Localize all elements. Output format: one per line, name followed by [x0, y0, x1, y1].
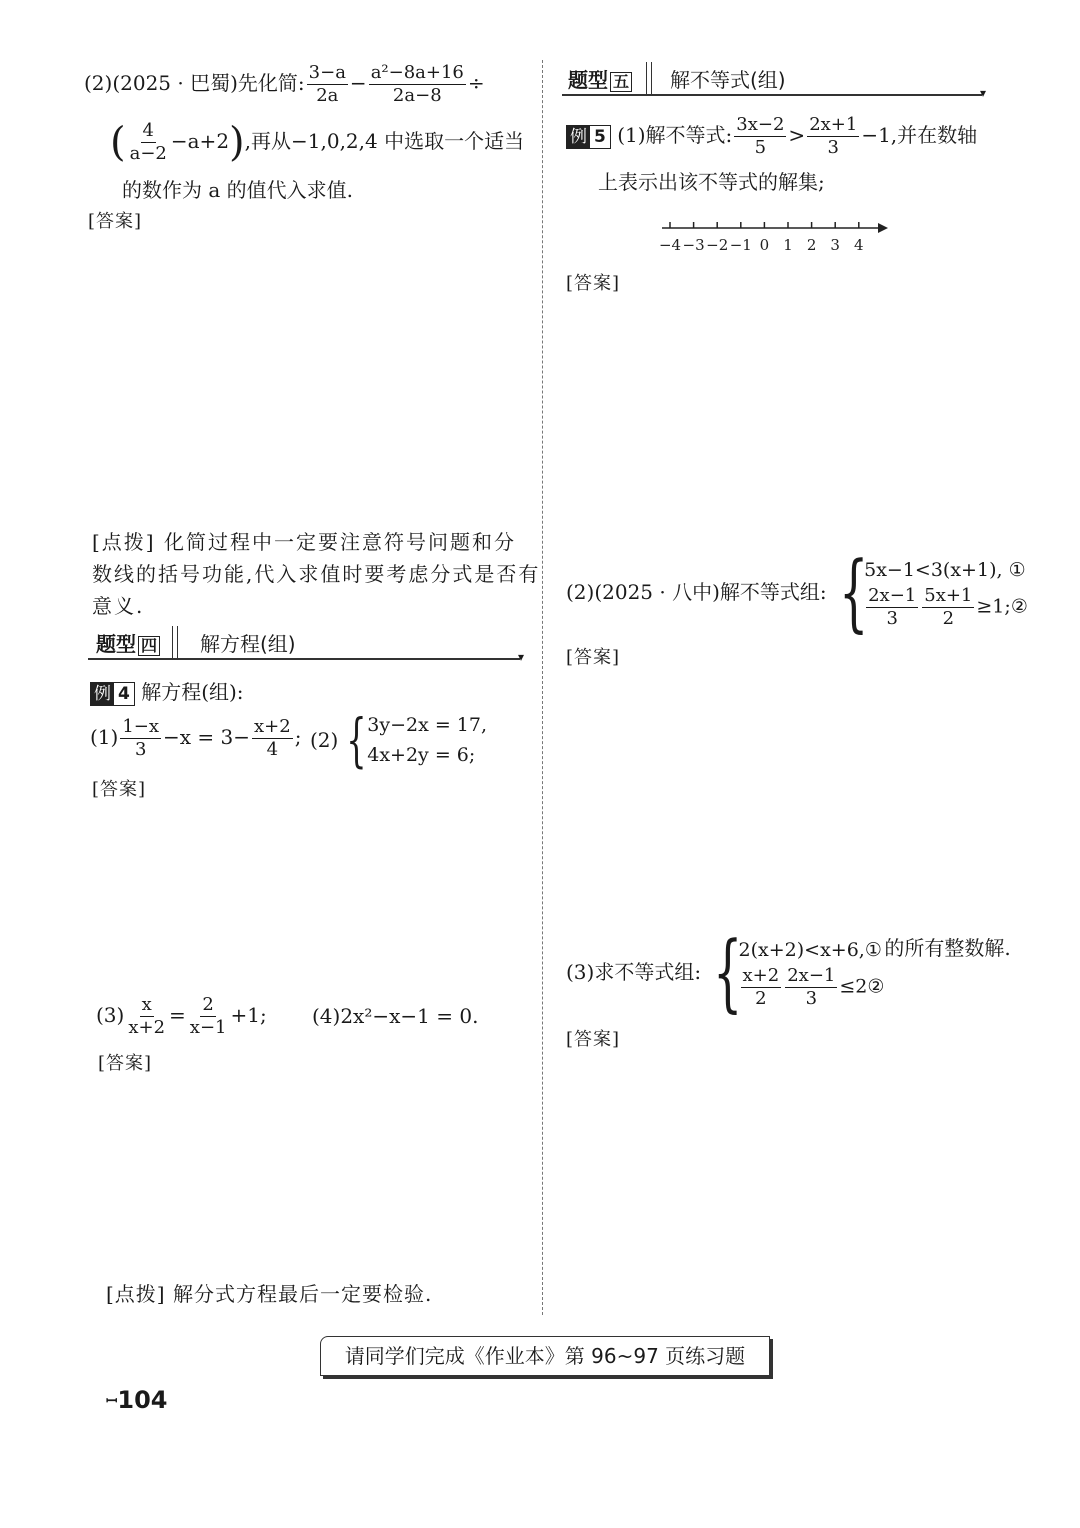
fraction: $\frac{2x-1}{3}$: [787, 964, 836, 1009]
example-tag: 例 4: [90, 682, 135, 706]
ex5-q3: (3)求不等式组: { 2(x+2)<x+6,① $\frac{x+2}{2}$ $\frac{2x-1}{3}$ ≤2② 的所有整数解.: [566, 923, 1011, 1021]
tip-line: [点拨] 化简过程中一定要注意符号问题和分: [92, 530, 516, 554]
number-line-label: −2: [706, 236, 729, 254]
fraction: $\frac{2}{x-1}$: [189, 994, 227, 1038]
eq-2: (2) { 3y−2x = 17, 4x+2y = 6;: [310, 706, 488, 774]
left-q2-line2: ( $\frac{4}{a-2}$ −a+2),再从−1,0,2,4 中选取一个适当: [110, 119, 525, 166]
column-divider: [542, 60, 543, 1315]
fraction: $\frac{x+2}{4}$: [254, 716, 291, 760]
number-line-label: 0: [759, 236, 770, 254]
answer-label: [答案]: [92, 779, 147, 800]
eq-4: (4)2x²−x−1 = 0.: [312, 1004, 479, 1028]
brace-icon: {: [346, 706, 367, 774]
number-line-label: 1: [783, 236, 793, 254]
number-line: [656, 214, 896, 258]
ex5-q2: (2)(2025 · 八中)解不等式组: { 5x−1<3(x+1), ① $\frac{2x-1}{3}$ $\frac{5x+1}{2}$ ≥1;②: [566, 543, 1028, 641]
brace-icon: {: [838, 543, 869, 641]
fraction: $\frac{x}{x+2}$: [128, 994, 166, 1038]
number-line-ticks: [670, 222, 859, 228]
fraction: $\frac{x+2}{2}$: [742, 964, 780, 1009]
page-number: ꟷ104: [106, 1386, 168, 1414]
homework-reminder: 请同学们完成《作业本》第 96~97 页练习题: [320, 1336, 770, 1376]
tip-line: 意义.: [92, 594, 145, 618]
section-label: 题型 五: [568, 64, 632, 93]
fraction: $\frac{1-x}{3}$: [122, 716, 160, 760]
left-q2-line1: (2)(2025 · 巴蜀)先化简: $\frac{3-a}{2a}$ − $\frac{\text{a²−8a+16}}{2a-8}$ ÷: [84, 62, 485, 106]
equation-system: 3y−2x = 17, 4x+2y = 6;: [367, 714, 488, 766]
section-divider-bars: [646, 62, 652, 94]
right-paren: ): [229, 119, 245, 166]
number-line-label: −3: [682, 236, 705, 254]
fraction: $\frac{5x+1}{2}$: [924, 584, 973, 629]
tip-line: 数线的括号功能,代入求值时要考虑分式是否有: [92, 562, 541, 586]
ex5-q1-line1: 例 5 (1)解不等式: $\frac{3x-2}{5}$ > $\frac{2x+1}{3}$ −1,并在数轴: [566, 114, 977, 159]
number-line-label: −4: [658, 236, 682, 254]
example-tag: 例 5: [566, 125, 611, 149]
eq-1: (1) $\frac{1-x}{3}$ −x = 3− $\frac{x+2}{4}$ ;: [90, 716, 302, 760]
brace-icon: {: [713, 923, 743, 1021]
fraction: $\frac{3x-2}{5}$: [736, 114, 785, 158]
inequality-system: 2(x+2)<x+6,① $\frac{x+2}{2}$ $\frac{2x-1}{3}$ ≤2②: [738, 938, 885, 1009]
answer-label: [答案]: [566, 273, 621, 294]
answer-label: [答案]: [566, 1029, 621, 1050]
section-title: 解不等式(组): [670, 68, 786, 92]
arrow-icon: ▾: [517, 650, 524, 664]
section-header-5: [562, 64, 986, 100]
number-line-arrow-icon: [878, 223, 888, 233]
inequality-system: 5x−1<3(x+1), ① $\frac{2x-1}{3}$ $\frac{5x+1}{2}$ ≥1;②: [864, 558, 1028, 629]
answer-label: [答案]: [566, 647, 621, 668]
left-paren: (: [110, 119, 126, 166]
eq-3: (3) $\frac{x}{x+2}$ = $\frac{2}{x-1}$ +1;: [96, 994, 267, 1038]
tip-line: [点拨] 解分式方程最后一定要检验.: [106, 1282, 433, 1306]
section-title: 解方程(组): [200, 632, 296, 656]
left-q2-line3: 的数作为 a 的值代入求值.: [122, 178, 353, 202]
number-line-label: 2: [806, 236, 817, 254]
number-line-label: 3: [830, 236, 840, 254]
section-divider-bars: [172, 626, 178, 658]
number-line-label: −1: [729, 236, 752, 254]
number-line-labels: [659, 236, 864, 254]
q2-prefix: (2)(2025 · 巴蜀)先化简:: [84, 71, 305, 95]
fraction: $\frac{\text{a²−8a+16}}{2a-8}$: [370, 62, 464, 106]
number-line-label: 4: [854, 236, 864, 254]
arrow-icon: ▾: [979, 86, 986, 100]
ex5-q1-line2: 上表示出该不等式的解集;: [598, 170, 825, 194]
fraction: $\frac{2x-1}{3}$: [868, 584, 917, 629]
answer-label: [答案]: [88, 211, 143, 232]
answer-label: [答案]: [98, 1053, 153, 1074]
example-4-intro: 例 4 解方程(组):: [90, 678, 244, 706]
fraction: $\frac{2x+1}{3}$: [809, 114, 858, 158]
page-mark-icon: ꟷ: [106, 1393, 118, 1410]
section-header-4: [88, 628, 524, 664]
section-label: 题型 四: [96, 628, 160, 657]
fraction: $\frac{3-a}{2a}$: [308, 62, 346, 106]
fraction: $\frac{4}{a-2}$: [129, 120, 167, 164]
